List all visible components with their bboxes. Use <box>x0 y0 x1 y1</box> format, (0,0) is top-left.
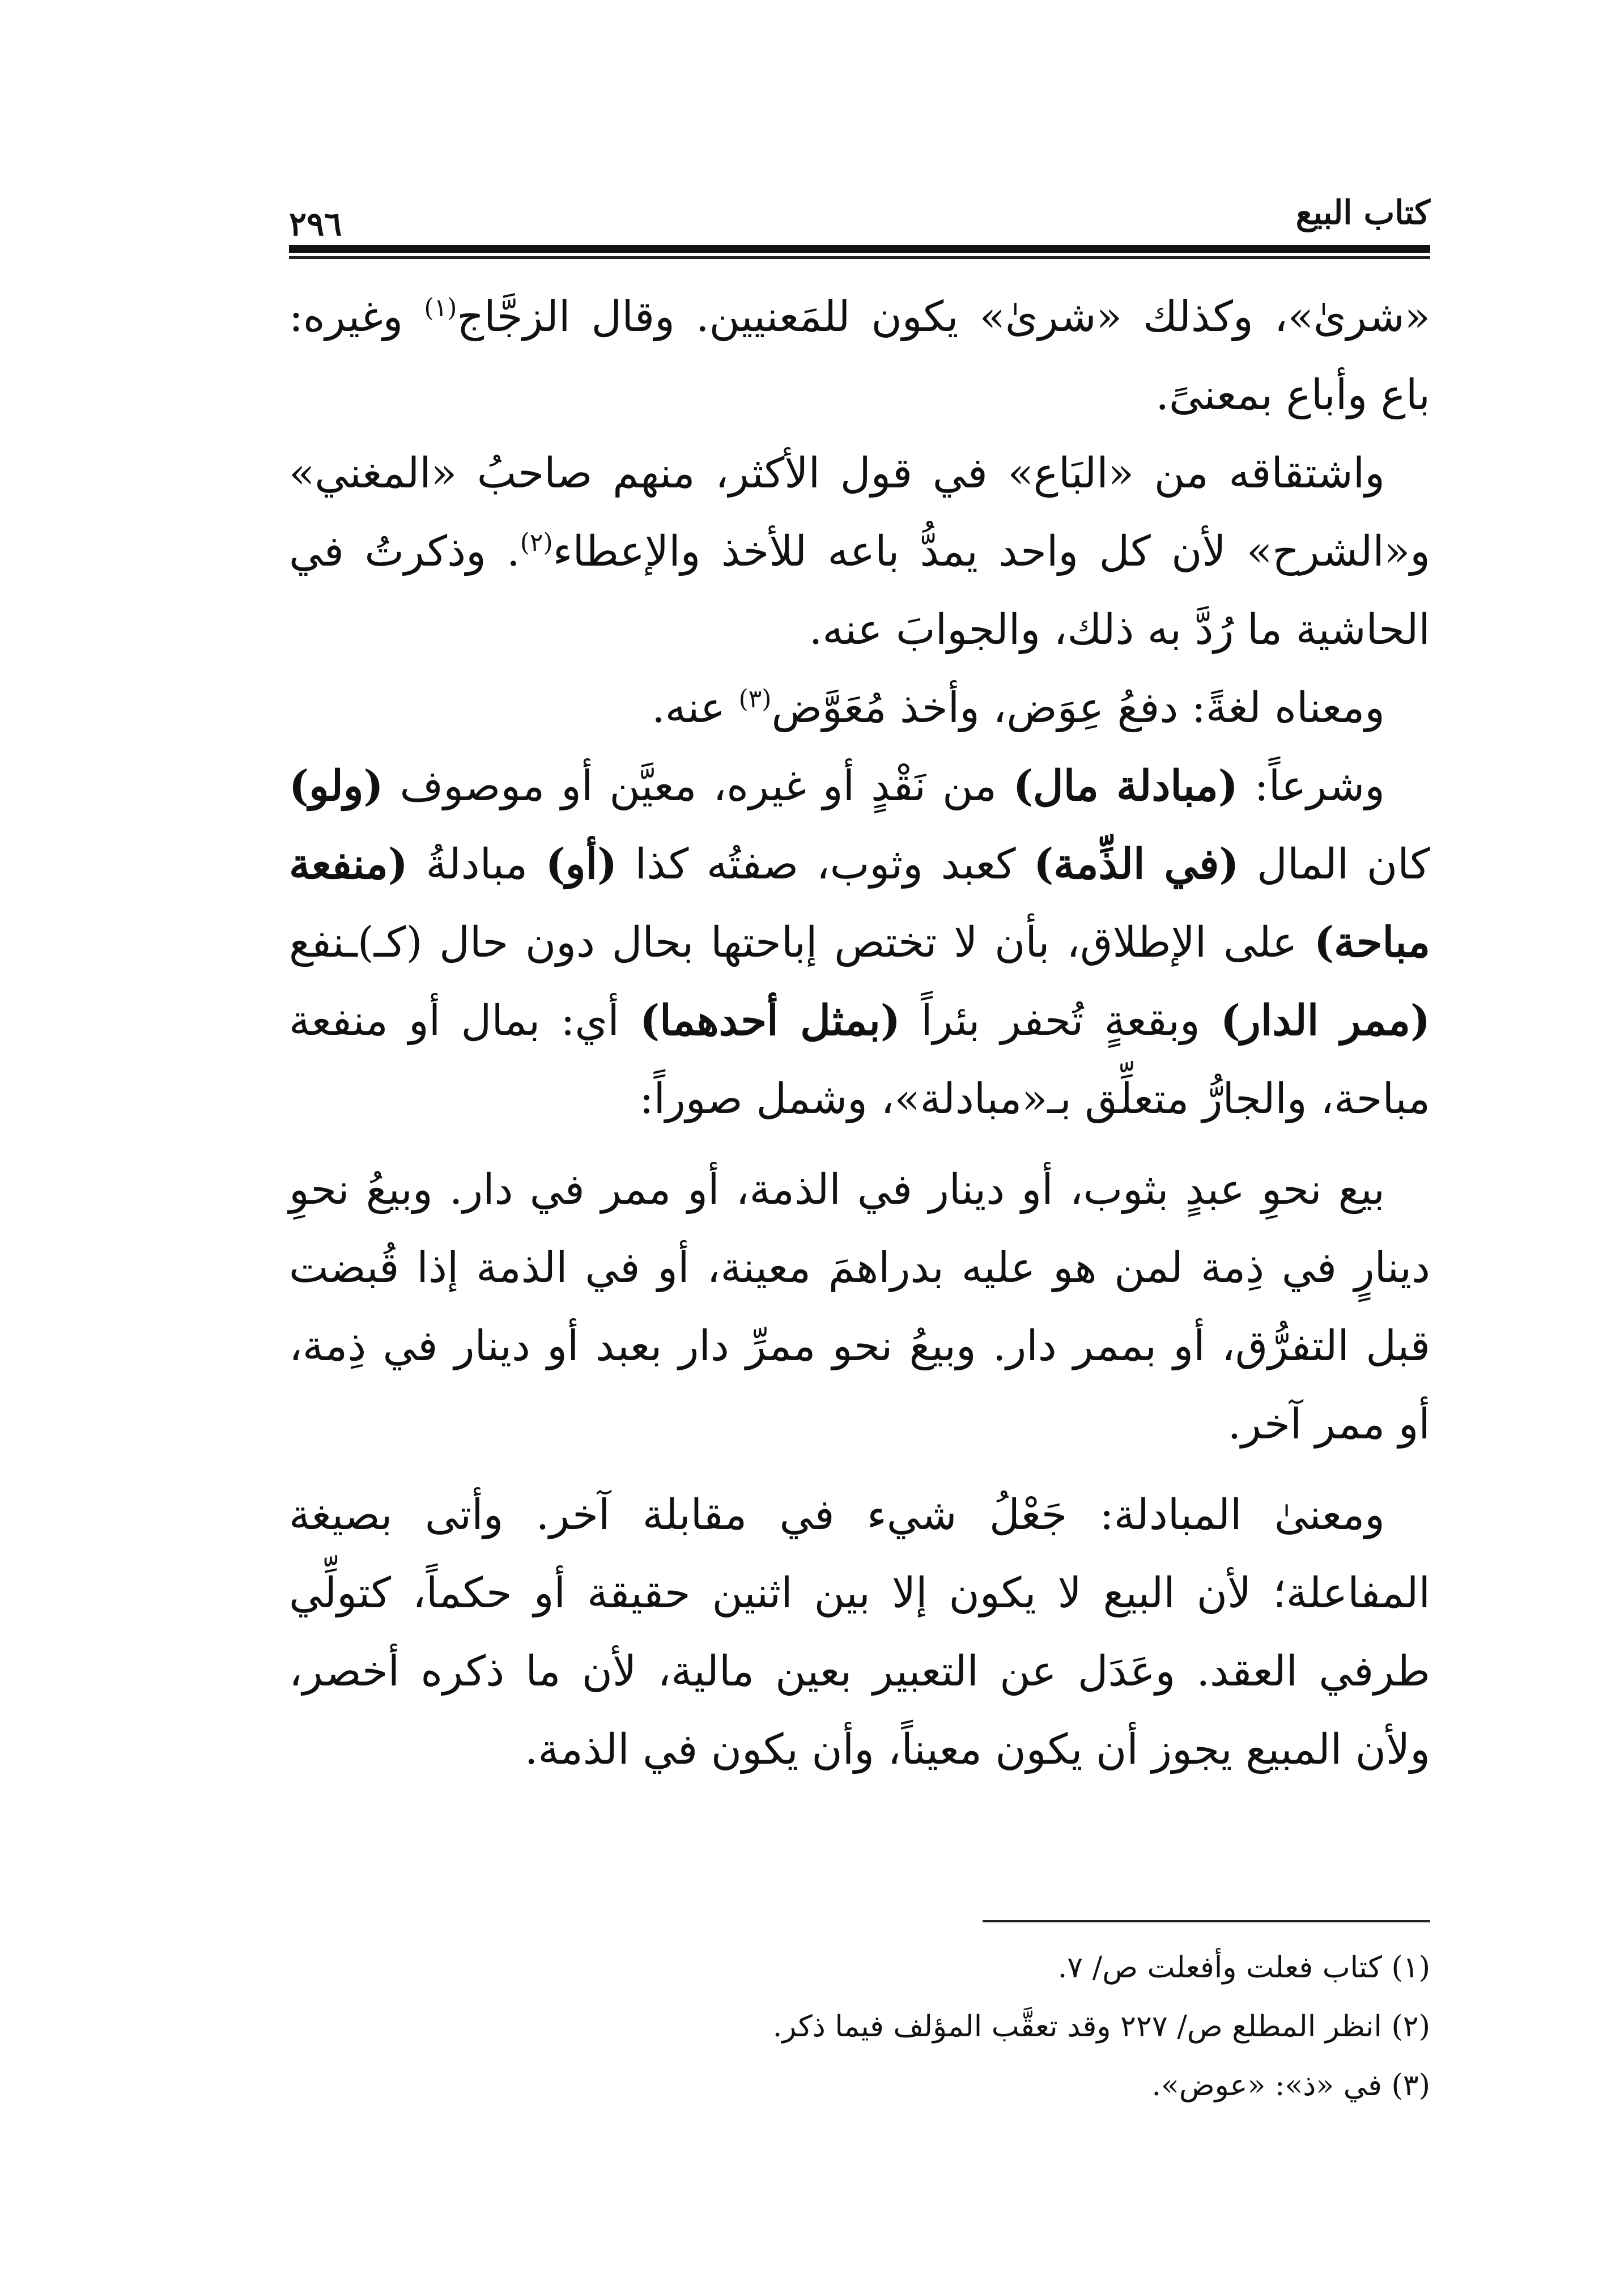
footnotes <box>289 1938 1430 2115</box>
footnote-separator <box>983 1920 1430 1922</box>
paragraph-6: ومعنىٰ المبادلة: جَعْلُ شيء في مقابلة آخر. وأتى بصيغة المفاعلة؛ لأن البيع لا يكون إلا بين اثنين حقيقة أو حكماً، كتولِّي طرفي العقد. وعَدَل عن التعبير بعين مالية، لأن ما ذكره أخصر، ولأن المبيع يجوز أن يكون معيناً، وأن يكون في الذمة. <box>289 1491 1430 1774</box>
paragraph-1 <box>289 278 1430 434</box>
matn-phrase: (أو) <box>545 840 618 889</box>
footnote-3: (٣) في «ذ»: «عوض». <box>1151 2069 1430 2103</box>
paragraph-2-text-a: واشتقاقه من «البَاع» في قول الأكثر، منهم صاحبُ «المغني» و«الشرح» لأن كل واحد يمدُّ باعه للأخذ والإعطاء <box>289 449 1430 576</box>
paragraph-4-text: وشرعاً: <box>1238 762 1385 810</box>
matn-phrase: (ولو) <box>289 762 384 810</box>
paragraph-4-text: كان المال <box>1239 840 1430 889</box>
page-number: ٢٩٦ <box>289 205 342 243</box>
paragraph-4-text: مبادلةُ <box>407 840 546 889</box>
footnote-ref-2: (٢) <box>520 528 553 557</box>
running-title: كتاب البيع <box>1295 193 1430 232</box>
paragraph-3 <box>289 669 1430 747</box>
paragraph-3-text-b: عنه. <box>652 683 739 732</box>
paragraph-4-text: أي: بمال أو منفعة مباحة، والجارُّ متعلِّق بـ«مبادلة»، وشمل صوراً: <box>289 996 1430 1123</box>
main-text <box>289 278 1430 1789</box>
paragraph-3-text-a: ومعناه لغةً: دفعُ عِوَض، وأخذ مُعَوَّض <box>771 683 1385 732</box>
paragraph-5: بيع نحوِ عبدٍ بثوب، أو دينار في الذمة، أو ممر في دار. وبيعُ نحوِ دينارٍ في ذِمة لمن هو عليه بدراهمَ معينة، أو في الذمة إذا قُبضت قبل التفرُّق، أو بممر دار. وبيعُ نحو ممرِّ دار بعبد أو دينار في ذِمة، أو ممر آخر. <box>289 1165 1430 1449</box>
footnote-2: (٢) انظر المطلع ص/ ٢٢٧ وقد تعقَّب المؤلف فيما ذكر. <box>772 2010 1430 2044</box>
paragraph-4-text: وبقعةٍ تُحفر بئراً <box>900 996 1221 1045</box>
paragraph-4 <box>289 747 1430 1138</box>
header-rule-thin <box>289 256 1430 259</box>
matn-phrase: (في الذِّمة) <box>1034 840 1239 889</box>
paragraph-2-text-b: . وذكرتُ في الحاشية ما رُدَّ به ذلك، والجوابَ عنه. <box>289 527 1430 654</box>
footnote-ref-1: (١) <box>424 294 457 322</box>
paragraph-4-text: من نَقْدٍ أو غيره، معيَّن أو موصوف <box>383 762 1013 810</box>
running-header <box>289 181 1430 244</box>
matn-phrase: (ممر الدار) <box>1221 996 1431 1045</box>
matn-phrase: (مبادلة مال) <box>1013 762 1238 810</box>
paragraph-1-text-a: «شرىٰ»، وكذلك «شرىٰ» يكون للمَعنيين. وقال الزجَّاج <box>457 292 1430 341</box>
paragraph-4-text: كعبد وثوب، صفتُه كذا <box>617 840 1034 889</box>
footnote-ref-3: (٣) <box>738 685 772 714</box>
matn-phrase: (بمثل أحدهما) <box>640 996 900 1045</box>
matn-phrase: (منفعة مباحة) <box>289 840 1430 967</box>
footnote-1: (١) كتاب فعلت وأفعلت ص/ ٧. <box>1057 1951 1430 1985</box>
paragraph-1-text-b: وغيره: باع وأباع بمعنىً. <box>289 292 1430 419</box>
header-rule-thick <box>289 245 1430 253</box>
paragraph-4-text: على الإطلاق، بأن لا تختص إباحتها بحال دون حال (كـ)ـنفع <box>289 918 1315 967</box>
paragraph-2 <box>289 434 1430 669</box>
